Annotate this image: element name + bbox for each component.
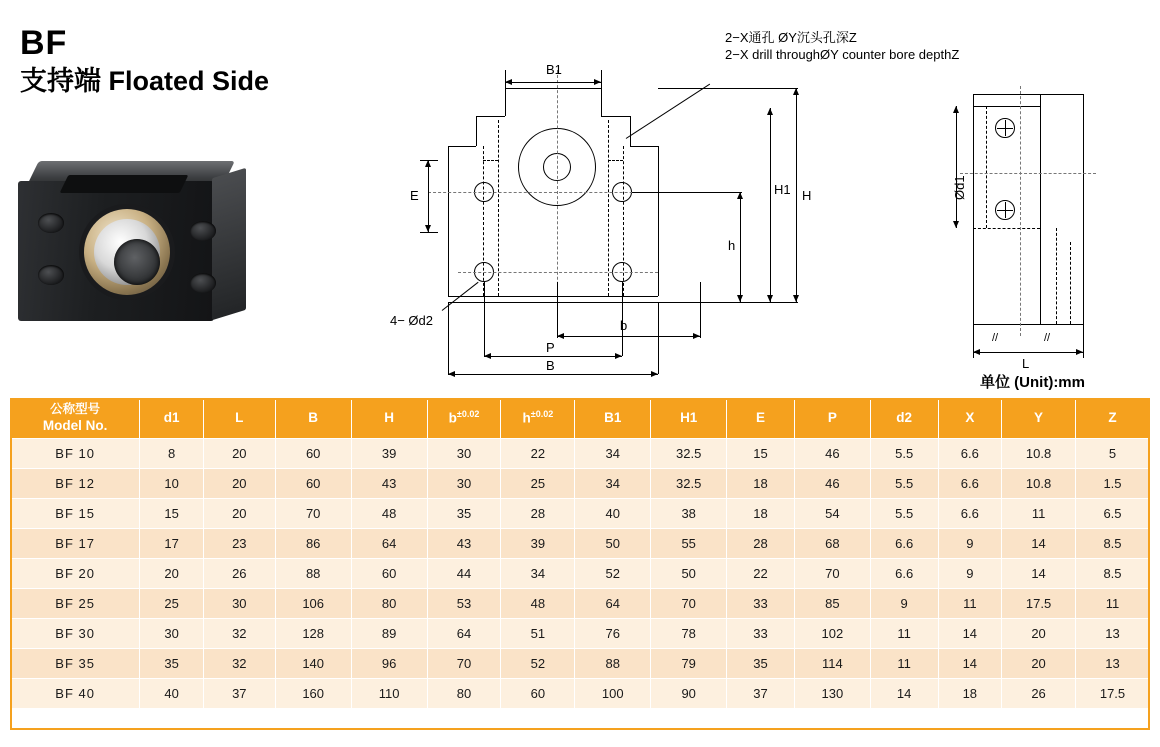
cell-value: 90 [651, 679, 727, 709]
dim-arrow-b [557, 336, 700, 337]
cell-value: 38 [651, 499, 727, 529]
col-b-tol: ±0.02 [456, 409, 480, 420]
cell-value: 33 [727, 589, 795, 619]
photo-notch [60, 175, 189, 193]
dim-label-B: B [546, 358, 555, 373]
cell-model: BF 30 [11, 619, 140, 649]
col-Y-label: Y [1034, 410, 1044, 426]
cell-value: 140 [275, 649, 351, 679]
cell-value: 25 [501, 469, 575, 499]
cell-value: 110 [351, 679, 427, 709]
col-H-label: H [384, 410, 394, 426]
cell-value: 51 [501, 619, 575, 649]
cell-value: 100 [575, 679, 651, 709]
dim-arrow-B [448, 374, 658, 375]
dim-arrow-h [740, 192, 741, 302]
cell-model: BF 35 [11, 649, 140, 679]
side-outline-left [973, 94, 974, 324]
cell-value: 64 [351, 529, 427, 559]
ext-line [420, 232, 438, 233]
photo-mounting-hole [190, 221, 216, 241]
cell-value: 26 [1002, 679, 1076, 709]
photo-mounting-hole [38, 265, 64, 285]
col-X [938, 399, 1002, 439]
hidden-edge [483, 160, 498, 161]
outline-seg [630, 146, 658, 147]
cell-value: 52 [575, 559, 651, 589]
unit-note: 单位 (Unit):mm [980, 374, 1085, 391]
hole-cross [1005, 120, 1006, 136]
table-row [11, 679, 1150, 709]
side-outline-top [973, 94, 1083, 95]
cell-model: BF 15 [11, 499, 140, 529]
dim-arrow-H [796, 88, 797, 302]
title-block [20, 26, 269, 97]
cell-value: 8.5 [1076, 559, 1150, 589]
note-counterbore-en: 2−X drill throughØY counter bore depthZ [725, 47, 960, 62]
cell-value: 11 [1076, 589, 1150, 619]
spec-table-wrapper [10, 398, 1150, 709]
col-d2 [870, 399, 938, 439]
cell-value: 14 [870, 679, 938, 709]
dim-arrow-P [484, 356, 622, 357]
cell-value: 40 [575, 499, 651, 529]
cell-value: 13 [1076, 619, 1150, 649]
cell-value: 60 [275, 439, 351, 469]
side-center-line [960, 173, 1096, 174]
hidden-edge [1070, 242, 1071, 324]
cell-value: 106 [275, 589, 351, 619]
cell-value: 20 [203, 469, 275, 499]
cell-value: 6.6 [938, 469, 1002, 499]
cell-value: 88 [575, 649, 651, 679]
cell-value: 18 [727, 469, 795, 499]
photo-bearing-bore [114, 239, 160, 285]
cell-value: 40 [140, 679, 204, 709]
cell-value: 39 [501, 529, 575, 559]
ext-line [658, 302, 659, 374]
photo-mounting-hole [38, 213, 64, 233]
col-L-label: L [235, 410, 244, 426]
cell-value: 39 [351, 439, 427, 469]
cell-value: 33 [727, 619, 795, 649]
cell-value: 70 [651, 589, 727, 619]
note-counterbore-cn: 2−X通孔 ØY沉头孔深Z [725, 30, 857, 45]
outline-base [448, 296, 658, 297]
cell-value: 34 [575, 439, 651, 469]
table-row [11, 589, 1150, 619]
col-d1-label: d1 [163, 410, 180, 426]
cell-value: 11 [938, 589, 1002, 619]
cell-value: 37 [727, 679, 795, 709]
side-seg [973, 106, 1040, 107]
col-h-tol: ±0.02 [530, 409, 554, 420]
cell-value: 89 [351, 619, 427, 649]
cell-value: 50 [651, 559, 727, 589]
cell-value: 10 [140, 469, 204, 499]
col-d2-label: d2 [896, 410, 913, 426]
col-Z-label: Z [1108, 410, 1117, 426]
cell-value: 46 [794, 439, 870, 469]
col-model-cn: 公称型号 [50, 402, 101, 417]
cell-value: 14 [1002, 529, 1076, 559]
hidden-edge [986, 106, 987, 228]
cell-value: 48 [351, 499, 427, 529]
outline-seg [448, 146, 476, 147]
cell-value: 26 [203, 559, 275, 589]
cell-value: 68 [794, 529, 870, 559]
cell-value: 20 [203, 439, 275, 469]
cell-value: 32 [203, 649, 275, 679]
dim-label-b: b [620, 318, 628, 333]
cell-value: 96 [351, 649, 427, 679]
outline-base-2 [448, 302, 658, 303]
ext-line [557, 282, 558, 338]
cell-value: 70 [794, 559, 870, 589]
cell-value: 28 [501, 499, 575, 529]
hidden-edge [973, 228, 1040, 229]
cell-value: 78 [651, 619, 727, 649]
note-bolt-holes: 4− Ød2 [390, 313, 434, 328]
cell-value: 34 [575, 469, 651, 499]
cell-value: 9 [938, 559, 1002, 589]
dim-label-E: E [410, 188, 419, 203]
cell-model: BF 12 [11, 469, 140, 499]
cell-value: 50 [575, 529, 651, 559]
cell-value: 11 [870, 619, 938, 649]
dim-label-d1: Ød1 [952, 175, 967, 200]
cell-value: 80 [351, 589, 427, 619]
dim-label-B1: B1 [546, 62, 562, 77]
side-inner-edge [1040, 94, 1041, 324]
cell-value: 20 [1002, 619, 1076, 649]
cell-value: 15 [140, 499, 204, 529]
cell-value: 130 [794, 679, 870, 709]
table-body [11, 439, 1150, 709]
side-outline-bottom [973, 324, 1083, 325]
table-row [11, 439, 1150, 469]
cell-value: 35 [727, 649, 795, 679]
cell-value: 15 [727, 439, 795, 469]
dim-label-H1: H1 [774, 182, 791, 197]
cell-value: 20 [1002, 649, 1076, 679]
cell-value: 48 [501, 589, 575, 619]
outline-left [448, 146, 449, 296]
cell-value: 30 [203, 589, 275, 619]
cell-value: 55 [651, 529, 727, 559]
cell-value: 13 [1076, 649, 1150, 679]
cell-value: 30 [140, 619, 204, 649]
cell-value: 46 [794, 469, 870, 499]
cell-value: 160 [275, 679, 351, 709]
cell-value: 32.5 [651, 439, 727, 469]
dim-label-P: P [546, 340, 555, 355]
col-model [11, 399, 140, 439]
cell-value: 85 [794, 589, 870, 619]
cell-value: 28 [727, 529, 795, 559]
col-B1 [575, 399, 651, 439]
cell-value: 70 [427, 649, 501, 679]
cell-value: 114 [794, 649, 870, 679]
cell-value: 86 [275, 529, 351, 559]
cell-value: 25 [140, 589, 204, 619]
note-leader-counterbore [626, 84, 710, 139]
outline-seg [476, 116, 477, 146]
cell-value: 10.8 [1002, 469, 1076, 499]
cell-value: 6.5 [1076, 499, 1150, 529]
cell-value: 6.6 [870, 529, 938, 559]
cell-value: 30 [427, 439, 501, 469]
cell-value: 18 [938, 679, 1002, 709]
cell-value: 70 [275, 499, 351, 529]
cell-value: 79 [651, 649, 727, 679]
engineering-drawing: B1 H H1 h E b P B 2−X通孔 ØY沉头孔深Z 2−X drill throughØY counter bore depthZ 4− Ød2 Ød1 L // // [380, 10, 1150, 395]
ext-line [658, 302, 798, 303]
cell-value: 34 [501, 559, 575, 589]
cell-value: 14 [938, 619, 1002, 649]
col-H [351, 399, 427, 439]
cell-value: 20 [140, 559, 204, 589]
cell-value: 1.5 [1076, 469, 1150, 499]
cell-value: 17.5 [1076, 679, 1150, 709]
side-outline-right [1083, 94, 1084, 324]
cell-value: 9 [870, 589, 938, 619]
dim-arrow-E [428, 160, 429, 232]
dim-arrow-B1 [505, 82, 601, 83]
cell-value: 18 [727, 499, 795, 529]
outline-top [505, 88, 601, 89]
col-E-label: E [756, 410, 766, 426]
ext-line [1083, 324, 1084, 358]
cell-value: 23 [203, 529, 275, 559]
col-B [275, 399, 351, 439]
table-row [11, 499, 1150, 529]
cell-value: 11 [1002, 499, 1076, 529]
hidden-edge [1056, 228, 1057, 324]
col-P-label: P [827, 410, 837, 426]
cell-value: 20 [203, 499, 275, 529]
ext-line [700, 282, 701, 338]
cell-value: 30 [427, 469, 501, 499]
page-subtitle: 支持端 Floated Side [20, 65, 270, 96]
cell-model: BF 20 [11, 559, 140, 589]
ext-line [632, 192, 742, 193]
cell-value: 10.8 [1002, 439, 1076, 469]
cell-value: 6.6 [870, 559, 938, 589]
table-row [11, 619, 1150, 649]
col-B-label: B [308, 410, 319, 426]
cell-value: 60 [351, 559, 427, 589]
cell-value: 54 [794, 499, 870, 529]
cell-value: 43 [427, 529, 501, 559]
cell-value: 76 [575, 619, 651, 649]
ext-line [484, 282, 485, 356]
cell-value: 35 [427, 499, 501, 529]
col-Y [1002, 399, 1076, 439]
col-P [794, 399, 870, 439]
table-row [11, 469, 1150, 499]
col-H1 [651, 399, 727, 439]
outline-seg [601, 88, 602, 116]
table-row [11, 649, 1150, 679]
cell-model: BF 40 [11, 679, 140, 709]
cell-value: 14 [1002, 559, 1076, 589]
col-d1 [140, 399, 204, 439]
photo-bearing-race [94, 219, 160, 285]
cell-value: 5.5 [870, 439, 938, 469]
outline-seg [601, 116, 630, 117]
cell-value: 80 [427, 679, 501, 709]
cell-value: 52 [501, 649, 575, 679]
cell-model: BF 17 [11, 529, 140, 559]
cell-value: 6.6 [938, 439, 1002, 469]
photo-mounting-hole [190, 273, 216, 293]
cell-value: 35 [140, 649, 204, 679]
hidden-edge [608, 120, 609, 296]
dim-arrow-L [973, 352, 1083, 353]
col-E [727, 399, 795, 439]
outline-seg [505, 88, 506, 116]
table-header-row [11, 399, 1150, 439]
cell-value: 17.5 [1002, 589, 1076, 619]
cell-model: BF 10 [11, 439, 140, 469]
photo-side-face [212, 168, 246, 320]
col-X-label: X [965, 410, 975, 426]
col-b [427, 399, 501, 439]
outline-right [658, 146, 659, 296]
cell-value: 5.5 [870, 469, 938, 499]
cell-value: 5 [1076, 439, 1150, 469]
cell-value: 53 [427, 589, 501, 619]
cell-value: 8 [140, 439, 204, 469]
dim-label-H: H [802, 188, 812, 203]
photo-bearing [84, 209, 170, 295]
ext-line [601, 70, 602, 90]
cell-value: 14 [938, 649, 1002, 679]
cell-model: BF 25 [11, 589, 140, 619]
outline-seg [630, 116, 631, 146]
cell-value: 128 [275, 619, 351, 649]
cell-value: 32 [203, 619, 275, 649]
cell-value: 17 [140, 529, 204, 559]
col-B1-label: B1 [604, 410, 622, 426]
ext-line [658, 88, 798, 89]
cell-value: 37 [203, 679, 275, 709]
cell-value: 32.5 [651, 469, 727, 499]
center-line-h2 [458, 272, 658, 273]
cell-value: 5.5 [870, 499, 938, 529]
cell-value: 60 [275, 469, 351, 499]
cell-value: 11 [870, 649, 938, 679]
cell-value: 43 [351, 469, 427, 499]
cell-value: 102 [794, 619, 870, 649]
product-photo [14, 155, 256, 340]
outline-seg [476, 116, 505, 117]
ext-line [448, 302, 449, 374]
dim-label-h: h [728, 238, 736, 253]
cell-value: 64 [575, 589, 651, 619]
cell-value: 60 [501, 679, 575, 709]
col-H1-label: H1 [680, 410, 698, 426]
cell-value: 9 [938, 529, 1002, 559]
dim-arrow-H1 [770, 108, 771, 302]
hidden-edge [498, 120, 499, 296]
col-model-en: Model No. [42, 417, 108, 433]
table-row [11, 559, 1150, 589]
center-line-v [557, 70, 558, 310]
cell-value: 6.6 [938, 499, 1002, 529]
col-b-label: b [448, 410, 457, 426]
col-h [501, 399, 575, 439]
cell-value: 64 [427, 619, 501, 649]
col-Z [1076, 399, 1150, 439]
ext-line [420, 160, 438, 161]
dim-label-L: L [1022, 356, 1030, 371]
cell-value: 8.5 [1076, 529, 1150, 559]
dim-arrow-d1 [956, 106, 957, 228]
cell-value: 44 [427, 559, 501, 589]
cell-value: 22 [501, 439, 575, 469]
hidden-edge [608, 160, 623, 161]
page-title: BF [20, 24, 68, 62]
side-center-line-v [1020, 86, 1021, 336]
col-L [203, 399, 275, 439]
spec-table [10, 398, 1150, 709]
cell-value: 22 [727, 559, 795, 589]
table-row [11, 529, 1150, 559]
col-h-label: h [522, 410, 531, 426]
hole-cross [1005, 202, 1006, 218]
cell-value: 88 [275, 559, 351, 589]
